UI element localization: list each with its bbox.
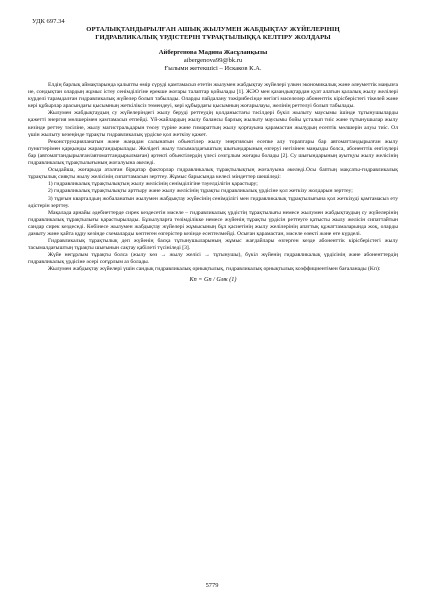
body-paragraph: Мақалада арнайы әдебиеттерде сирек кездесетін мәселе – гидравликалық үрдістің тұрақтылығы немесе жылумен жабдықтаудың су жүйелерінің гидравликалық тұрақтылығы қарастырылады. Бұзылуларға төзімділікке немесе жүйенің тұрақты үрдісін реттеуге қатысты жылу желісін сипаттайтын сандар сирек кездеседі. Көбінесе жылумен жабдықтау жүйелері жұмысының бұл қасиетінің жылу желілерінің апаттық құжаттамаларында жоқ, оларды дамыту және қайта құру кезінде схемаларды көптеген өзгерістер кезінде есептелмейді. Осыған қарамастан, мәселе өзекті және өте күрделі. <box>28 209 398 237</box>
title-line-1: ОРТАЛЫҚТАНДЫРЫЛҒАН АШЫҚ ЖЫЛУМЕН ЖАБДЫҚТАУ ЖҮЙЕЛЕРІНІҢ <box>86 26 340 33</box>
equation: Kп = Gп / Gмк (1) <box>189 275 237 283</box>
list-item: 1) гидравликалық тұрақтылықтың жылу желісінің сенімділігіне тәуелділігін қарастыру; <box>48 181 258 188</box>
body-paragraph: Елдің барлық аймақтарында қалыпты өмір сүруді қамтамасыз ететін жылумен жабдықтау жүйелері үлкен экономикалық және әлеуметтік маңызға ие, сондықтан олардың жұмыс істеу сенімділігіне ерекше жоғары талаптар қойылады [1]. ЖЭО мен қазандықтардан қуат алатын қалалық жылу желілері күрделі тарамдалған гидравликалық жүйелер болып табылады. Оларды пайдалану тәжірибесінде негізгі мәселелер абоненттік кірісберістегі тікелей және кері құбырлар арасындағы қысымның жеткіліксіз төмендеуі, кері құбырдағы қысымның жоғарылауы, желінің реттелуі болып табылады. <box>28 82 398 110</box>
page-number: 5779 <box>205 582 219 589</box>
title-line-2: ГИДРАВЛИКАЛЫҚ ҮРДІСТЕРІН ТҰРАҚТЫЛЫҚҚА КЕЛТІРУ ЖОЛДАРЫ <box>95 34 331 41</box>
list-item: 3) тұрғын кварталдың жобаланатын жылумен жабдықтау жүйесінің сенімділігі мен гидравликалық тұрақтылығына қол жеткізуді қамтамасыз ету әдістерін зерттеу. <box>28 195 398 209</box>
supervisor-line: Ғылыми жетекшісі – Искаков К.А. <box>164 65 262 72</box>
list-item: 2) гидравликалық тұрақтылықты арттыру және жылу желісінің тұрақты гидравликалық үрдісіне қол жеткізу жолдарын зерттеу; <box>48 188 353 195</box>
udk-code: УДК 697.34 <box>32 18 65 25</box>
paper-title <box>28 26 398 42</box>
body-paragraph: Гидравликалық тұрақтылық деп жүйенің басқа тұтынушыларының жұмыс жағдайлары өзгерген кезде абоненттік кірісберістегі жылу тасымалдағыштың тұрақты шығынын сақтау қабілеті түсініледі [3]. <box>28 238 398 252</box>
author-email[interactable]: aibergenova99@bk.ru <box>183 57 243 64</box>
body-paragraph: Жылумен жабдықтаудың су жүйелеріндегі жылу беруді реттеудің қолданыстағы тәсілдері бүкіл жылыту маусымы ішінде тұтынушыларды қажетті энергия мөлшерімен қамтамасыз етпейді. Үй-жайлардың жылу балансы барлық жылыту маусымы бойы ұсталып тиіс және тұтынушылар жылу кезінде реттеу тәсіліне, жылу магистральдарын төсеу түріне және гимараттың жылу қорғауына қарамастан жылудың есептік мөлшерін алуы тиіс. Ол үшін жылыту кезеңінде тұрақты гидравликалық үрдіске қол жеткізу қажет. <box>28 110 398 138</box>
body-paragraph: Осыдайша, жоғарыда аталған бірқатар факторлар гидравликалық тұрақтылықтың жоғалуына әкеледі.Осы баптың мақсаты-гидравликалық тұрақтылық сияқты жылу желісінің сипаттамасын зерттеу. Жұмыс барысында келесі міндеттер шешіледі: <box>28 167 398 181</box>
author-name: Айбергенова Мадина Жасұланқызы <box>158 49 268 56</box>
body-paragraph: Жылумен жабдықтау жүйелері үшін сандық гидравликалық орнықтылық, гидравликалық орнықтылық коэффициентімен бағаланады (Kп): <box>48 266 381 273</box>
body-paragraph: Реконструкцияланатын және жаңадан салынатын объектілер жылу энергиясын есепке алу торапгары бар автоматтандырылған жылу пункттерімен қарқынды жарақтандырылады. Желідегі жылу тасымалдағыштың шығындарының өзгеруі негізінен маңызды болса, абоненттік енгізулері бар (автоматтандырылған/автоматтандырылмаған) әртектi объектiлердiң үлесі сөзгұлым жоғары болады [2]. Су шығындарының ауытқуы жылу желісінің гидравликалық тұрақтылығының жоғалуына әкеледі. <box>28 138 398 167</box>
body-paragraph: Жүйе негұрлым тұрақты болса (жылу көз → жылу желісі → тұтынушы), бүкіл жүйенің гидравликалық үрдісінің және абоненттердің гидравликалық үрдісіне әсері соғұрлым аз болады. <box>28 252 398 266</box>
